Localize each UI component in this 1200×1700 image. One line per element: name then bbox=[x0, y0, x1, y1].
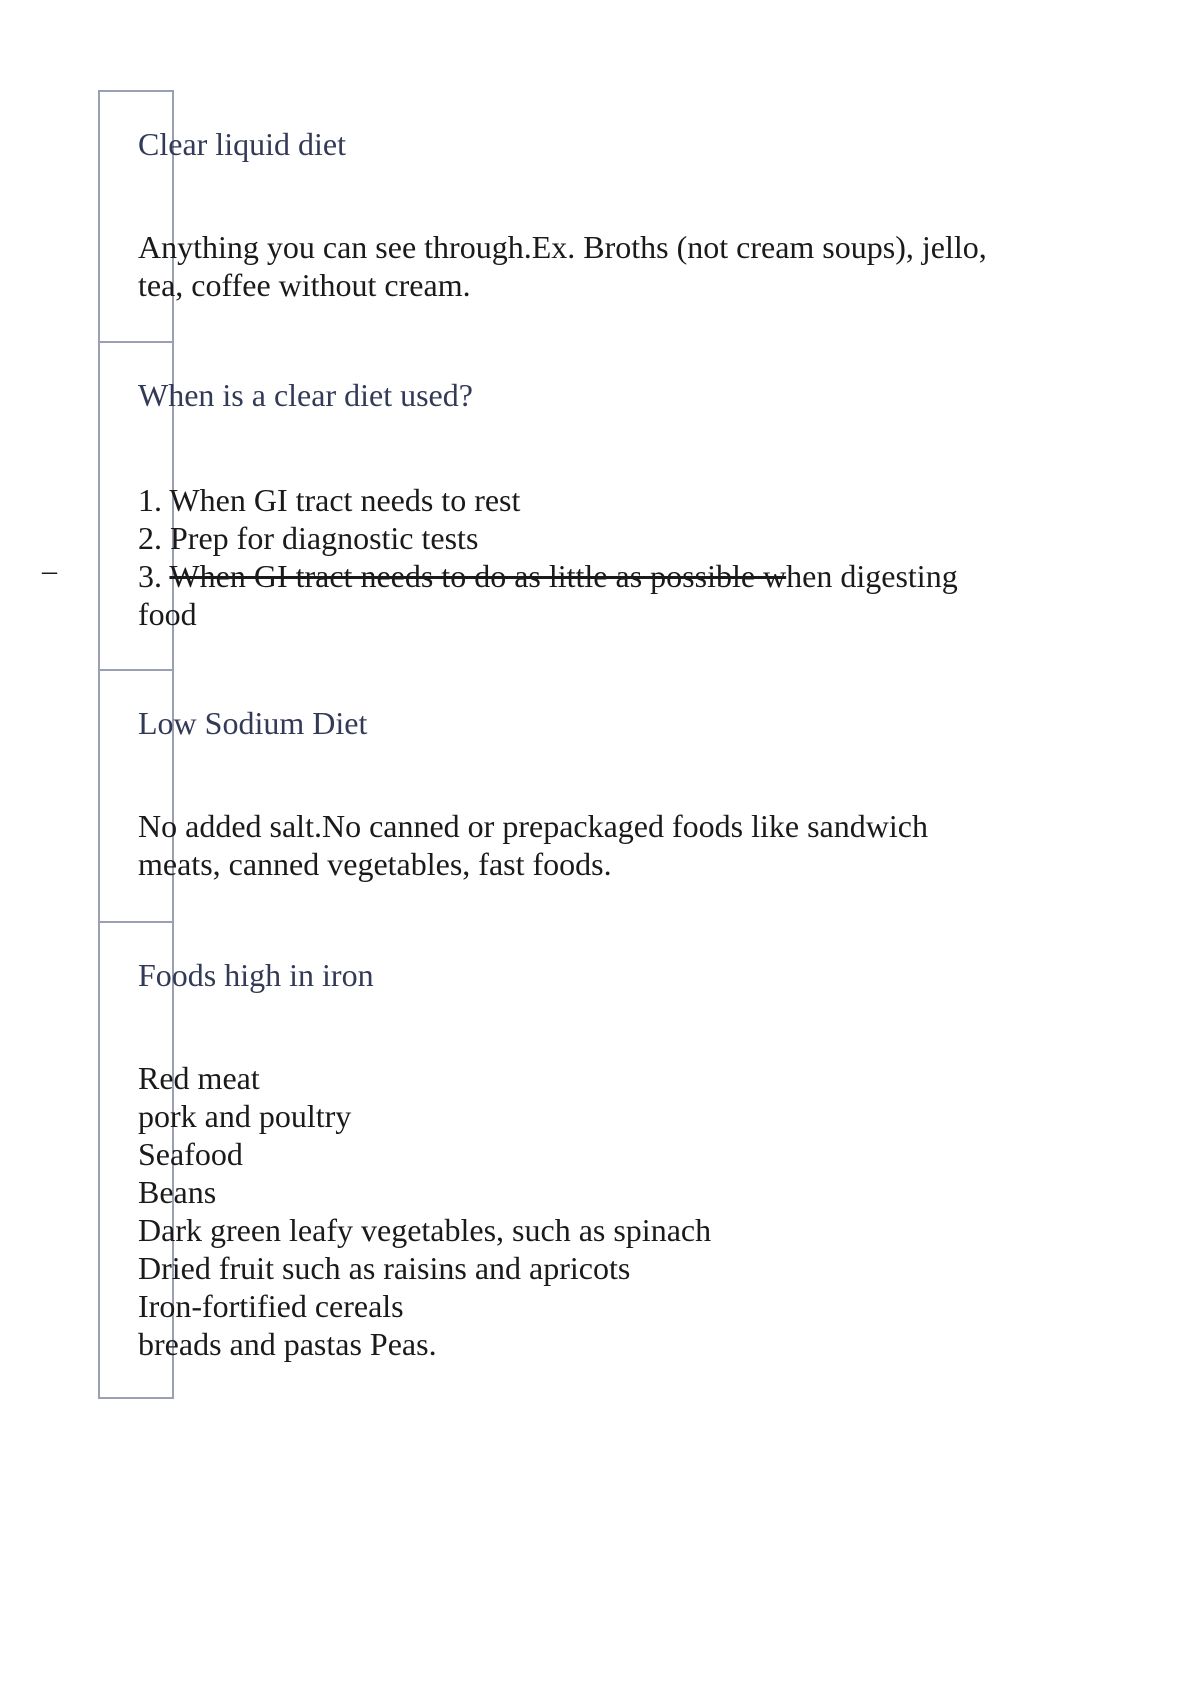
list-number: 3. bbox=[138, 558, 170, 594]
card-term: When is a clear diet used? bbox=[138, 377, 473, 413]
card-2 bbox=[138, 375, 1118, 633]
list-text: Prep for diagnostic tests bbox=[170, 520, 479, 556]
card-3 bbox=[138, 703, 1118, 883]
list-item bbox=[138, 481, 1118, 519]
card-definition bbox=[138, 481, 1118, 633]
list-text: When GI tract needs to rest bbox=[169, 482, 521, 518]
list-text: hen digesting bbox=[786, 558, 958, 594]
definition-line: No added salt.No canned or prepackaged foods like sandwich bbox=[138, 808, 928, 844]
margin-dash-mark: – bbox=[42, 554, 57, 587]
card-definition bbox=[138, 1059, 1118, 1363]
definition-line: meats, canned vegetables, fast foods. bbox=[138, 846, 612, 882]
list-item-continuation: food bbox=[138, 596, 197, 632]
definition-line: breads and pastas Peas. bbox=[138, 1326, 437, 1362]
definition-line: Anything you can see through.Ex. Broths (not cream soups), jello, bbox=[138, 229, 987, 265]
card-4 bbox=[138, 955, 1118, 1363]
card-term: Low Sodium Diet bbox=[138, 705, 368, 741]
definition-line: pork and poultry bbox=[138, 1098, 352, 1134]
definition-line: Seafood bbox=[138, 1136, 243, 1172]
definition-line: Dried fruit such as raisins and apricots bbox=[138, 1250, 631, 1286]
card-definition bbox=[138, 228, 1118, 304]
card-term: Foods high in iron bbox=[138, 957, 374, 993]
card-1 bbox=[138, 124, 1118, 304]
definition-line: Iron-fortified cereals bbox=[138, 1288, 404, 1324]
definition-line: Red meat bbox=[138, 1060, 260, 1096]
list-item bbox=[138, 557, 1118, 595]
definition-line: tea, coffee without cream. bbox=[138, 267, 471, 303]
definition-line: Beans bbox=[138, 1174, 217, 1210]
struck-text: When GI tract needs to do as little as possible w bbox=[169, 558, 787, 594]
card-term: Clear liquid diet bbox=[138, 126, 346, 162]
card-definition bbox=[138, 807, 1118, 883]
list-number: 2. bbox=[138, 520, 170, 556]
definition-line: Dark green leafy vegetables, such as spinach bbox=[138, 1212, 712, 1248]
list-number: 1. bbox=[138, 482, 170, 518]
list-item bbox=[138, 519, 1118, 557]
